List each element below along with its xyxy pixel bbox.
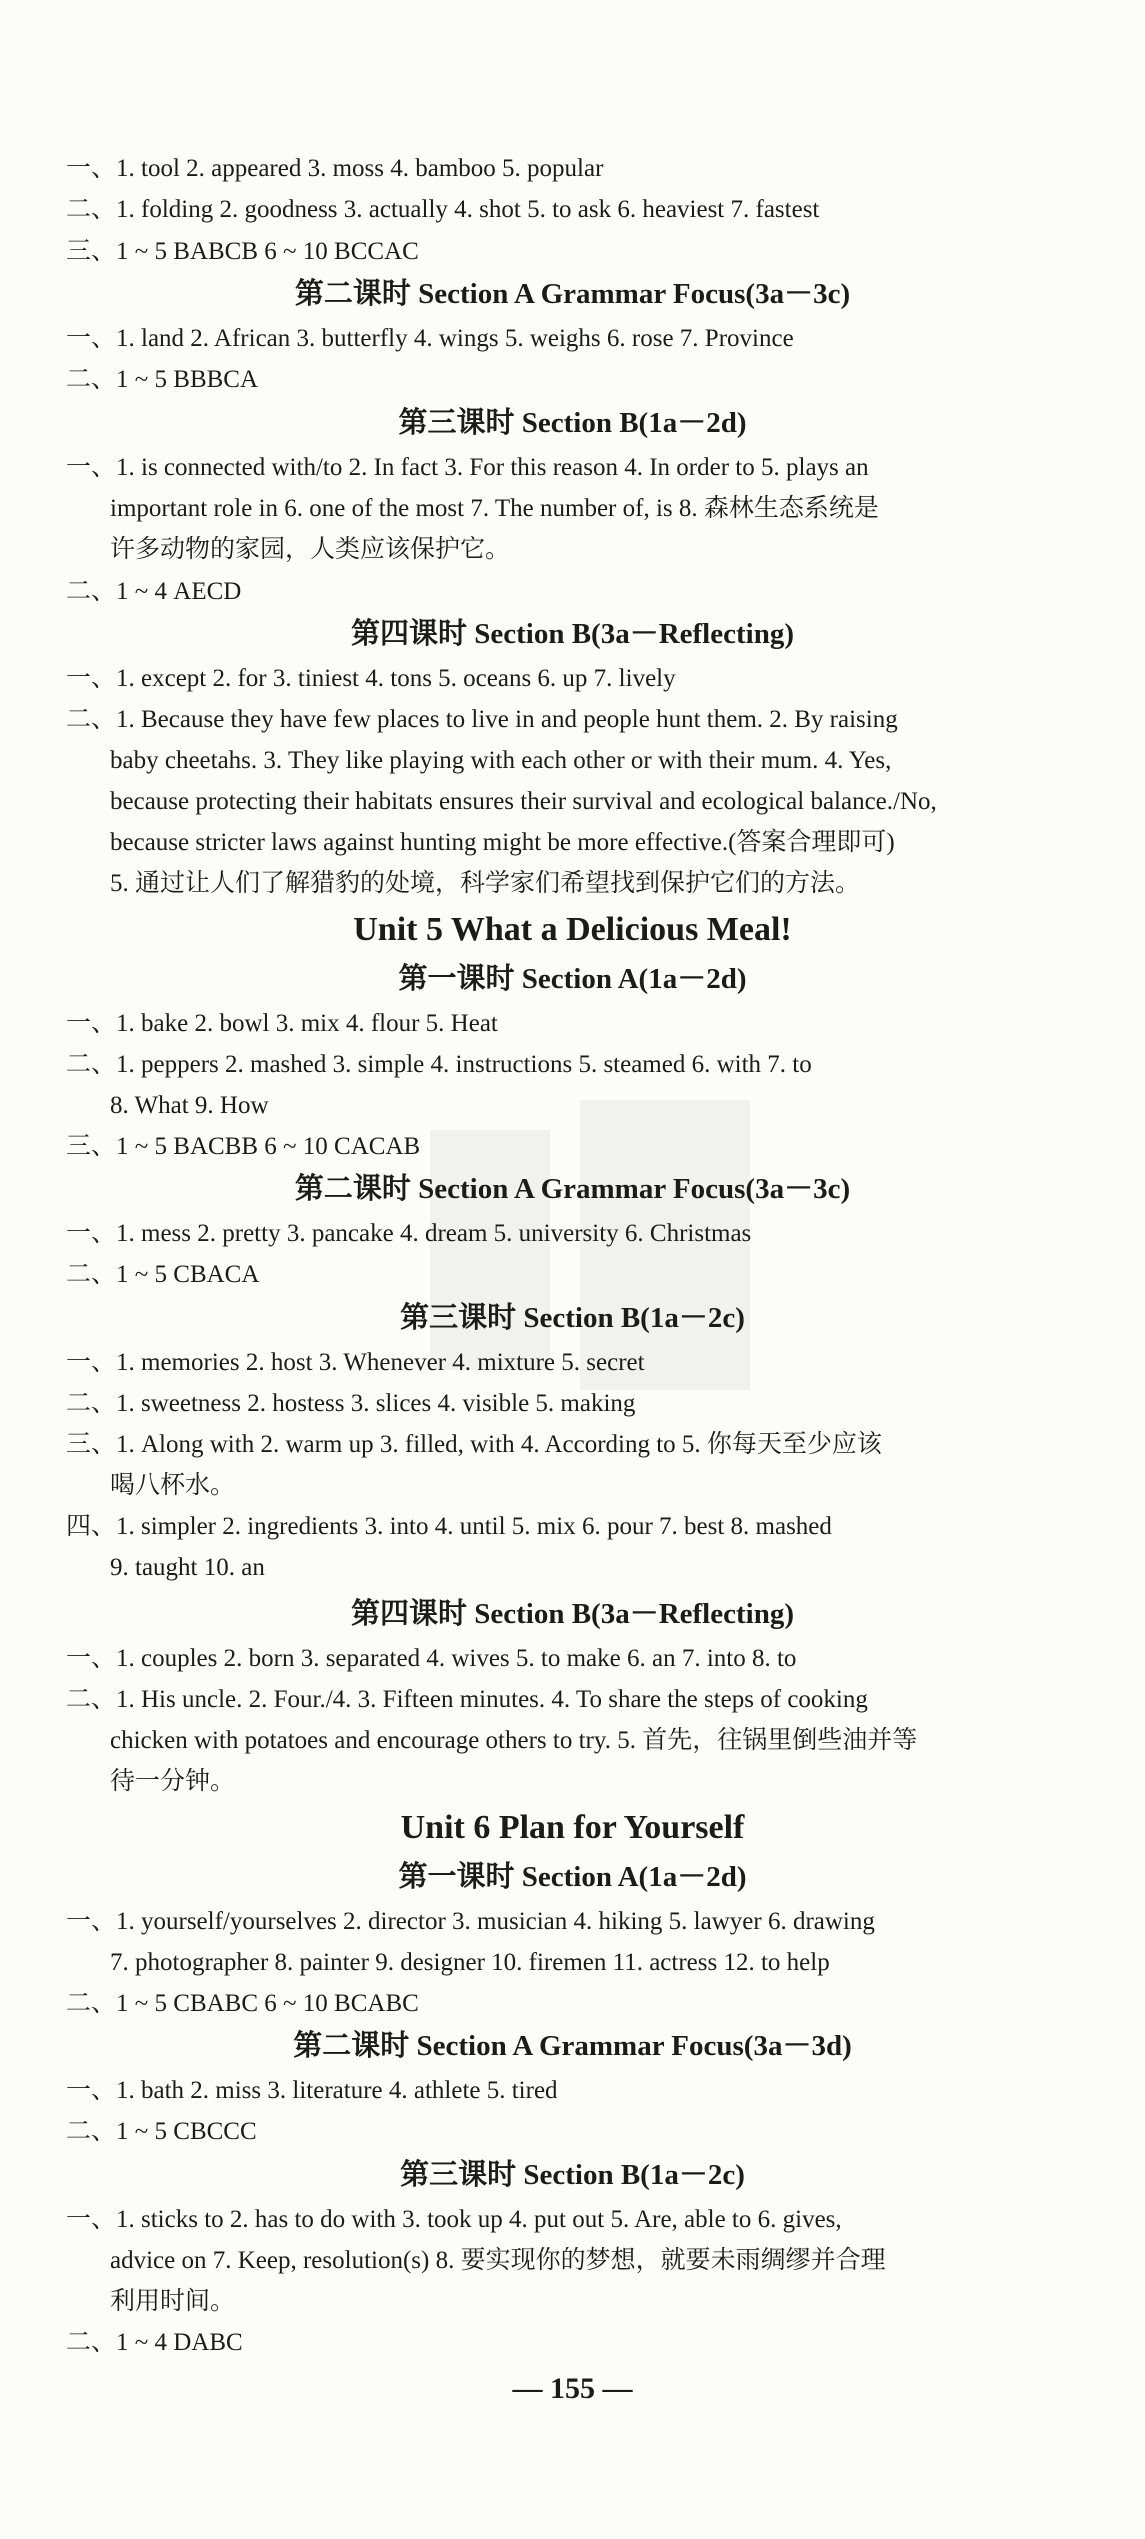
section-heading: 第二课时 Section A Grammar Focus(3a－3d) — [293, 2030, 852, 2062]
section-heading: 第二课时 Section A Grammar Focus(3a－3c) — [294, 1173, 851, 1205]
answer-line: important role in 6. one of the most 7. The number of, is 8. 森林生态系统是 — [110, 495, 879, 522]
section-heading: 第四课时 Section B(3a－Reflecting) — [351, 1598, 794, 1630]
answer-line: 一、1. sticks to 2. has to do with 3. took up 4. put out 5. Are, able to 6. gives, — [66, 2206, 842, 2233]
answer-line: advice on 7. Keep, resolution(s) 8. 要实现你的梦想，就要未雨绸缪并合理 — [110, 2247, 886, 2274]
answer-line: 许多动物的家园，人类应该保护它。 — [110, 536, 511, 563]
unit-title: Unit 5 What a Delicious Meal! — [353, 911, 792, 948]
page-number: — 155 — — [512, 2372, 633, 2405]
section-heading: 第三课时 Section B(1a－2c) — [400, 1302, 745, 1334]
answer-line: 一、1. bath 2. miss 3. literature 4. athlete 5. tired — [66, 2077, 558, 2104]
answer-line: 三、1 ~ 5 BACBB 6 ~ 10 CACAB — [66, 1133, 421, 1160]
answer-line: 二、1 ~ 5 CBABC 6 ~ 10 BCABC — [66, 1990, 419, 2017]
section-heading: 第一课时 Section A(1a－2d) — [398, 1861, 747, 1893]
section-heading: 第三课时 Section B(1a－2c) — [400, 2159, 745, 2191]
answer-line: 8. What 9. How — [110, 1092, 269, 1119]
answer-line: 利用时间。 — [110, 2288, 236, 2315]
unit-title: Unit 6 Plan for Yourself — [400, 1809, 745, 1846]
answer-line: 三、1 ~ 5 BABCB 6 ~ 10 BCCAC — [66, 238, 419, 265]
answer-line: 喝八杯水。 — [110, 1472, 236, 1499]
answer-line: 二、1. Because they have few places to live in and people hunt them. 2. By raising — [66, 706, 898, 733]
answer-line: 二、1 ~ 4 DABC — [66, 2329, 243, 2356]
answer-line: 一、1. mess 2. pretty 3. pancake 4. dream 5. university 6. Christmas — [66, 1220, 752, 1247]
answer-line: 一、1. couples 2. born 3. separated 4. wives 5. to make 6. an 7. into 8. to — [66, 1645, 797, 1672]
answer-line: 5. 通过让人们了解猎豹的处境，科学家们希望找到保护它们的方法。 — [110, 870, 861, 897]
answer-line: 7. photographer 8. painter 9. designer 10. firemen 11. actress 12. to help — [110, 1949, 830, 1976]
answer-line: 一、1. except 2. for 3. tiniest 4. tons 5. oceans 6. up 7. lively — [66, 665, 676, 692]
answer-line: 二、1 ~ 5 BBBCA — [66, 366, 259, 393]
answer-line: 一、1. yourself/yourselves 2. director 3. musician 4. hiking 5. lawyer 6. drawing — [66, 1908, 875, 1935]
section-heading: 第四课时 Section B(3a－Reflecting) — [351, 618, 794, 650]
answer-line: 一、1. memories 2. host 3. Whenever 4. mixture 5. secret — [66, 1349, 645, 1376]
section-heading: 第三课时 Section B(1a－2d) — [398, 407, 747, 439]
answer-line: 二、1 ~ 5 CBACA — [66, 1261, 260, 1288]
answer-line: 一、1. is connected with/to 2. In fact 3. For this reason 4. In order to 5. plays an — [66, 454, 869, 481]
answer-line: 二、1. His uncle. 2. Four./4. 3. Fifteen minutes. 4. To share the steps of cooking — [66, 1686, 868, 1713]
answer-line: 二、1. folding 2. goodness 3. actually 4. shot 5. to ask 6. heaviest 7. fastest — [66, 196, 820, 223]
answer-line: 一、1. bake 2. bowl 3. mix 4. flour 5. Heat — [66, 1010, 498, 1037]
answer-line: 二、1. sweetness 2. hostess 3. slices 4. visible 5. making — [66, 1390, 636, 1417]
answer-line: 9. taught 10. an — [110, 1554, 265, 1581]
answer-line: 四、1. simpler 2. ingredients 3. into 4. until 5. mix 6. pour 7. best 8. mashed — [66, 1513, 832, 1540]
answer-line: 二、1 ~ 4 AECD — [66, 578, 242, 605]
answer-line: 一、1. land 2. African 3. butterfly 4. wings 5. weighs 6. rose 7. Province — [66, 325, 794, 352]
answer-line: 二、1. peppers 2. mashed 3. simple 4. instructions 5. steamed 6. with 7. to — [66, 1051, 812, 1078]
answer-line: baby cheetahs. 3. They like playing with each other or with their mum. 4. Yes, — [110, 747, 892, 774]
answer-line: 待一分钟。 — [110, 1768, 236, 1795]
answer-line: because stricter laws against hunting might be more effective.(答案合理即可) — [110, 829, 895, 856]
section-heading: 第一课时 Section A(1a－2d) — [398, 963, 747, 995]
answer-line: 三、1. Along with 2. warm up 3. filled, with 4. According to 5. 你每天至少应该 — [66, 1431, 882, 1458]
answer-line: chicken with potatoes and encourage others to try. 5. 首先，往锅里倒些油并等 — [110, 1727, 918, 1754]
section-heading: 第二课时 Section A Grammar Focus(3a－3c) — [294, 278, 851, 310]
answer-line: 一、1. tool 2. appeared 3. moss 4. bamboo 5. popular — [66, 155, 604, 182]
answer-line: because protecting their habitats ensures their survival and ecological balance./No, — [110, 788, 937, 815]
answer-line: 二、1 ~ 5 CBCCC — [66, 2118, 257, 2145]
